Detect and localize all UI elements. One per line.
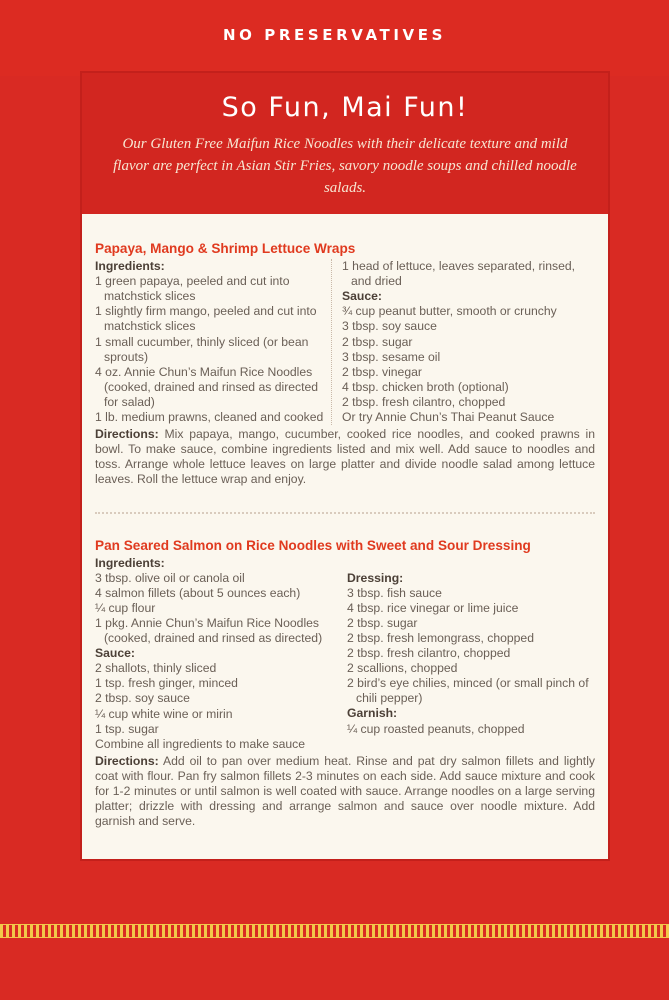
dressing-item: 2 tbsp. fresh lemongrass, chopped bbox=[347, 630, 534, 645]
sauce-item: 1 tsp. sugar bbox=[95, 721, 159, 736]
sauce-item: 2 tbsp. soy sauce bbox=[95, 691, 190, 706]
ingredient-item: 3 tbsp. olive oil or canola oil bbox=[95, 570, 245, 585]
panel-intro: Our Gluten Free Maifun Rice Noodles with their delicate texture and mild flavor are perfect in Asian Stir Fries, savory noodle soups and chilled noodle salads. bbox=[113, 136, 577, 196]
ingredient-item: 1 head of lettuce, leaves separated, rinsed, and dried bbox=[342, 259, 576, 289]
sauce-item: ¾ cup peanut butter, smooth or crunchy bbox=[342, 304, 557, 319]
sauce-item: 4 tbsp. chicken broth (optional) bbox=[342, 379, 509, 394]
ingredient-item: 1 lb. medium prawns, cleaned and cooked bbox=[95, 410, 324, 425]
dressing-item: 2 bird’s eye chilies, minced (or small pinch of chili pepper) bbox=[347, 676, 589, 706]
ingredient-item: 4 salmon fillets (about 5 ounces each) bbox=[95, 585, 301, 600]
recipe-panel bbox=[80, 71, 610, 861]
recipe-1-right-column bbox=[331, 259, 595, 425]
sauce-label: Sauce: bbox=[342, 289, 382, 304]
decorative-border-strip bbox=[0, 924, 669, 938]
sauce-item: ¼ cup white wine or mirin bbox=[95, 706, 233, 721]
sauce-label: Sauce: bbox=[95, 646, 135, 661]
dressing-item: 2 tbsp. sugar bbox=[347, 615, 418, 630]
recipe-2-columns bbox=[95, 556, 595, 752]
recipe-1-left-column bbox=[95, 259, 331, 425]
dressing-label: Dressing: bbox=[347, 570, 404, 585]
ingredients-label: Ingredients: bbox=[95, 555, 165, 570]
recipes-body bbox=[95, 241, 595, 829]
garnish-item: ¼ cup roasted peanuts, chopped bbox=[347, 721, 525, 736]
recipe-1-title: Papaya, Mango & Shrimp Lettuce Wraps bbox=[95, 241, 356, 256]
directions-text: Add oil to pan over medium heat. Rinse and pat dry salmon fillets and lightly coat with flour. Pan fry salmon fillets 2-3 minutes on each side. Add sauce mixture and cook for 1-2 minutes or until salmon is well coated with sauce. Arrange noodles on a large serving platter; drizzle with dressing and arrange salmon and sauce over noodle mixture. Add garnish and serve. bbox=[95, 753, 595, 829]
panel-header bbox=[82, 73, 608, 214]
sauce-item: 2 tbsp. sugar bbox=[342, 334, 413, 349]
recipe-1-columns bbox=[95, 259, 595, 425]
dressing-item: 3 tbsp. fish sauce bbox=[347, 585, 442, 600]
sauce-item: 1 tsp. fresh ginger, minced bbox=[95, 676, 238, 691]
recipe-2-right-column bbox=[339, 556, 595, 752]
sauce-item: Combine all ingredients to make sauce bbox=[95, 736, 306, 751]
ingredient-item: 1 slightly firm mango, peeled and cut into matchstick slices bbox=[95, 304, 317, 334]
sauce-item: 2 shallots, thinly sliced bbox=[95, 661, 217, 676]
panel-title: So Fun, Mai Fun! bbox=[221, 92, 469, 123]
recipe-2-directions bbox=[95, 754, 595, 829]
sauce-item: Or try Annie Chun’s Thai Peanut Sauce bbox=[342, 410, 555, 425]
ingredient-item: 1 green papaya, peeled and cut into matchstick slices bbox=[95, 274, 290, 304]
recipe-1-directions bbox=[95, 427, 595, 487]
ingredient-item: ¼ cup flour bbox=[95, 600, 156, 615]
no-preservatives-banner bbox=[0, 0, 669, 76]
sauce-item: 3 tbsp. soy sauce bbox=[342, 319, 437, 334]
dressing-item: 2 tbsp. fresh cilantro, chopped bbox=[347, 646, 511, 661]
sauce-item: 2 tbsp. fresh cilantro, chopped bbox=[342, 394, 506, 409]
ingredient-item: 1 pkg. Annie Chun’s Maifun Rice Noodles (cooked, drained and rinsed as directed) bbox=[95, 615, 323, 646]
recipe-2-title: Pan Seared Salmon on Rice Noodles with Sweet and Sour Dressing bbox=[95, 537, 531, 553]
ingredients-label: Ingredients: bbox=[95, 259, 165, 274]
directions-label: Directions: bbox=[95, 427, 159, 442]
ingredient-item: 1 small cucumber, thinly sliced (or bean sprouts) bbox=[95, 334, 309, 364]
sauce-item: 2 tbsp. vinegar bbox=[342, 364, 422, 379]
garnish-label: Garnish: bbox=[347, 706, 398, 721]
dressing-item: 2 scallions, chopped bbox=[347, 661, 458, 676]
sauce-item: 3 tbsp. sesame oil bbox=[342, 349, 441, 364]
banner-text: NO PRESERVATIVES bbox=[222, 26, 447, 44]
dressing-item: 4 tbsp. rice vinegar or lime juice bbox=[347, 600, 519, 615]
ingredient-item: 4 oz. Annie Chun’s Maifun Rice Noodles (cooked, drained and rinsed as directed for salad) bbox=[95, 364, 319, 409]
directions-label: Directions: bbox=[95, 753, 159, 768]
recipe-2-left-column bbox=[95, 556, 339, 752]
directions-text: Mix papaya, mango, cucumber, cooked rice noodles, and cooked prawns in bowl. To make sauce, combine ingredients listed and mix well. Add sauce to noodles and toss. Arrange whole lettuce leaves on large platter and divide noodle salad among lettuce leaves. Roll the lettuce wrap and enjoy. bbox=[95, 427, 596, 487]
recipe-divider bbox=[95, 512, 595, 514]
